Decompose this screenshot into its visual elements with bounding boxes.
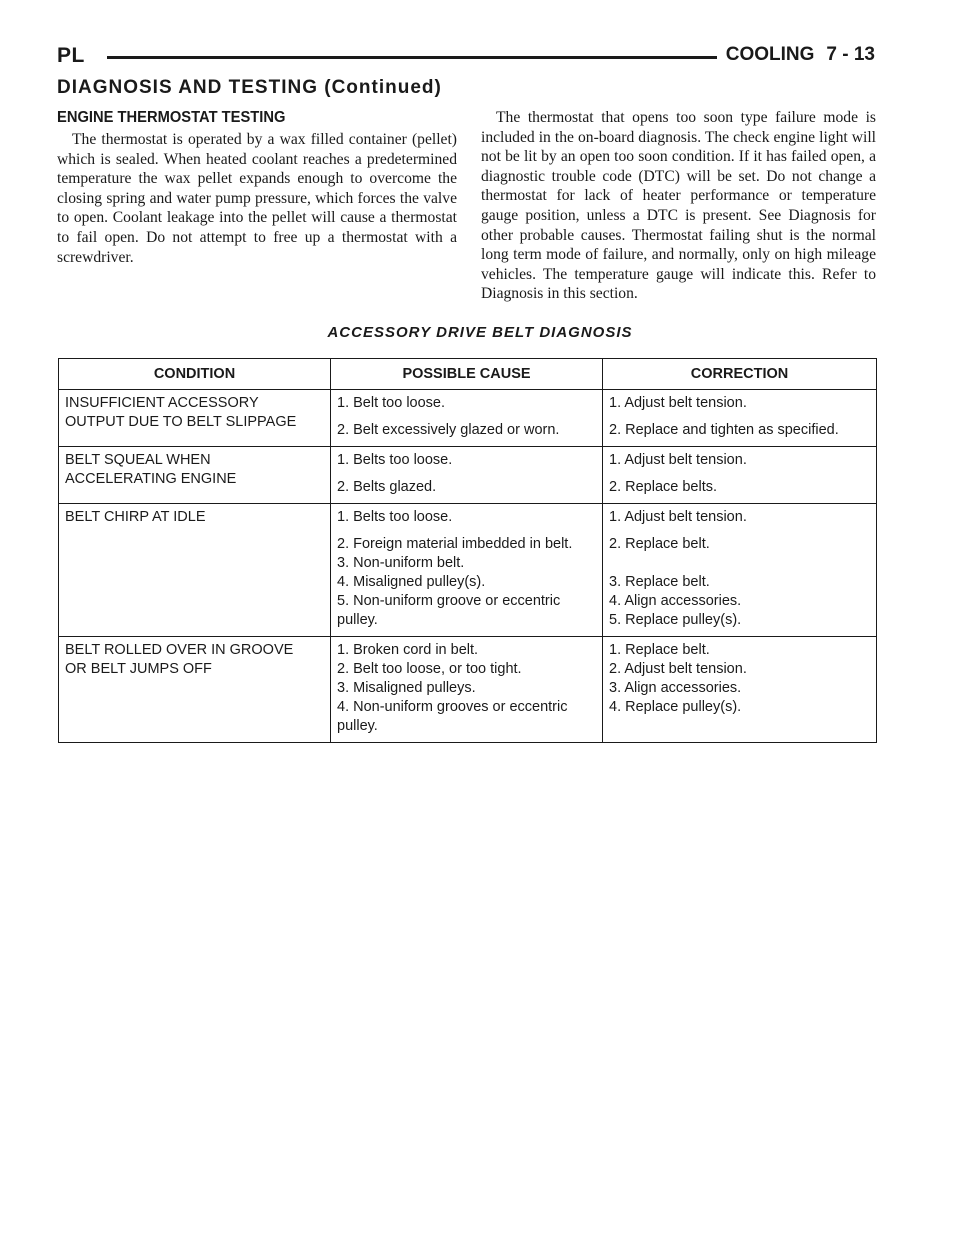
header-section [726,44,875,66]
table-title: ACCESSORY DRIVE BELT DIAGNOSIS [327,324,633,341]
header-page-number: 7 - 13 [826,44,875,65]
cause-item: 1. Belts too loose. [337,509,453,525]
correction-item: 2. Adjust belt tension. [609,661,747,677]
condition-text: ACCELERATING ENGINE [65,471,237,487]
header-condition: CONDITION [59,359,331,390]
table-row [59,447,877,504]
thermostat-failure-paragraph: The thermostat that opens too soon type failure mode is included in the on-board diagnosis. The check engine light will not be lit by an open too soon condition. If it has failed open, a diagnostic trouble code (DTC) will be set. Do not change a thermostat for lack of heater performance or temperature gauge position, unless a DTC is present. See Diagnosis for other probable causes. Thermostat failing shut is the normal long term mode of failure, and normally, only on high mileage vehicles. The temperature gauge will indicate this. Refer to Diagnosis in this section. [481,109,876,303]
cause-item: 1. Broken cord in belt. [337,642,479,658]
table-row [59,390,877,447]
table-row [59,637,877,743]
cause-item: 1. Belt too loose. [337,395,446,411]
possible-cause-cell [331,637,603,743]
correction-item: 1. Replace belt. [609,642,710,658]
condition-cell [59,447,331,504]
correction-item: 2. Replace belt. [609,536,710,552]
cause-item: 2. Belt too loose, or too tight. [337,661,522,677]
right-column [481,108,876,304]
possible-cause-cell [331,447,603,504]
header-section-title: COOLING [725,44,815,65]
cause-item: 5. Non-uniform groove or eccentric pulley. [337,593,561,628]
header-rule [107,56,717,59]
page-header [57,44,875,70]
correction-cell [603,390,877,447]
condition-cell [59,390,331,447]
left-column [57,108,457,267]
condition-text: OR BELT JUMPS OFF [65,661,212,677]
condition-text: OUTPUT DUE TO BELT SLIPPAGE [65,414,297,430]
belt-diagnosis-table [58,358,877,743]
possible-cause-cell [331,390,603,447]
condition-cell [59,504,331,637]
correction-item: 3. Align accessories. [609,680,742,696]
section-title: DIAGNOSIS AND TESTING (Continued) [57,77,442,98]
correction-cell [603,504,877,637]
table-row [59,504,877,637]
cause-item: 2. Belts glazed. [337,479,437,495]
correction-cell [603,447,877,504]
correction-item: 2. Replace belts. [609,479,718,495]
correction-item: 1. Adjust belt tension. [609,395,747,411]
correction-item: 4. Replace pulley(s). [609,699,742,715]
correction-cell [603,637,877,743]
cause-item: 3. Non-uniform belt. [337,555,465,571]
cause-item: 2. Belt excessively glazed or worn. [337,422,560,438]
cause-item: 4. Misaligned pulley(s). [337,574,486,590]
cause-item: 4. Non-uniform grooves or eccentric pulley. [337,699,568,734]
cause-item: 3. Misaligned pulleys. [337,680,476,696]
header-correction: CORRECTION [603,359,877,390]
correction-item: 1. Adjust belt tension. [609,509,747,525]
header-manual-code: PL [57,44,85,67]
cause-item: 2. Foreign material imbedded in belt. [337,536,573,552]
cause-item: 1. Belts too loose. [337,452,453,468]
correction-item: 2. Replace and tighten as specified. [609,422,839,438]
condition-text: BELT ROLLED OVER IN GROOVE [65,642,294,658]
condition-cell [59,637,331,743]
table-header-row [59,359,877,390]
correction-item: 3. Replace belt. [609,574,710,590]
correction-item: 4. Align accessories. [609,593,742,609]
correction-item: 5. Replace pulley(s). [609,612,742,628]
condition-text: BELT CHIRP AT IDLE [65,509,206,525]
header-possible-cause: POSSIBLE CAUSE [331,359,603,390]
thermostat-testing-paragraph: The thermostat is operated by a wax filled container (pellet) which is sealed. When heated coolant reaches a predetermined temperature the wax pellet expands enough to overcome the closing spring and water pump pressure, which forces the valve to open. Coolant leakage into the pellet will cause a thermostat to fail open. Do not attempt to free up a thermostat with a screwdriver. [57,131,457,266]
table-body [59,390,877,743]
possible-cause-cell [331,504,603,637]
thermostat-testing-heading: ENGINE THERMOSTAT TESTING [57,109,286,126]
condition-text: BELT SQUEAL WHEN [65,452,211,468]
correction-item: 1. Adjust belt tension. [609,452,747,468]
condition-text: INSUFFICIENT ACCESSORY [65,395,259,411]
